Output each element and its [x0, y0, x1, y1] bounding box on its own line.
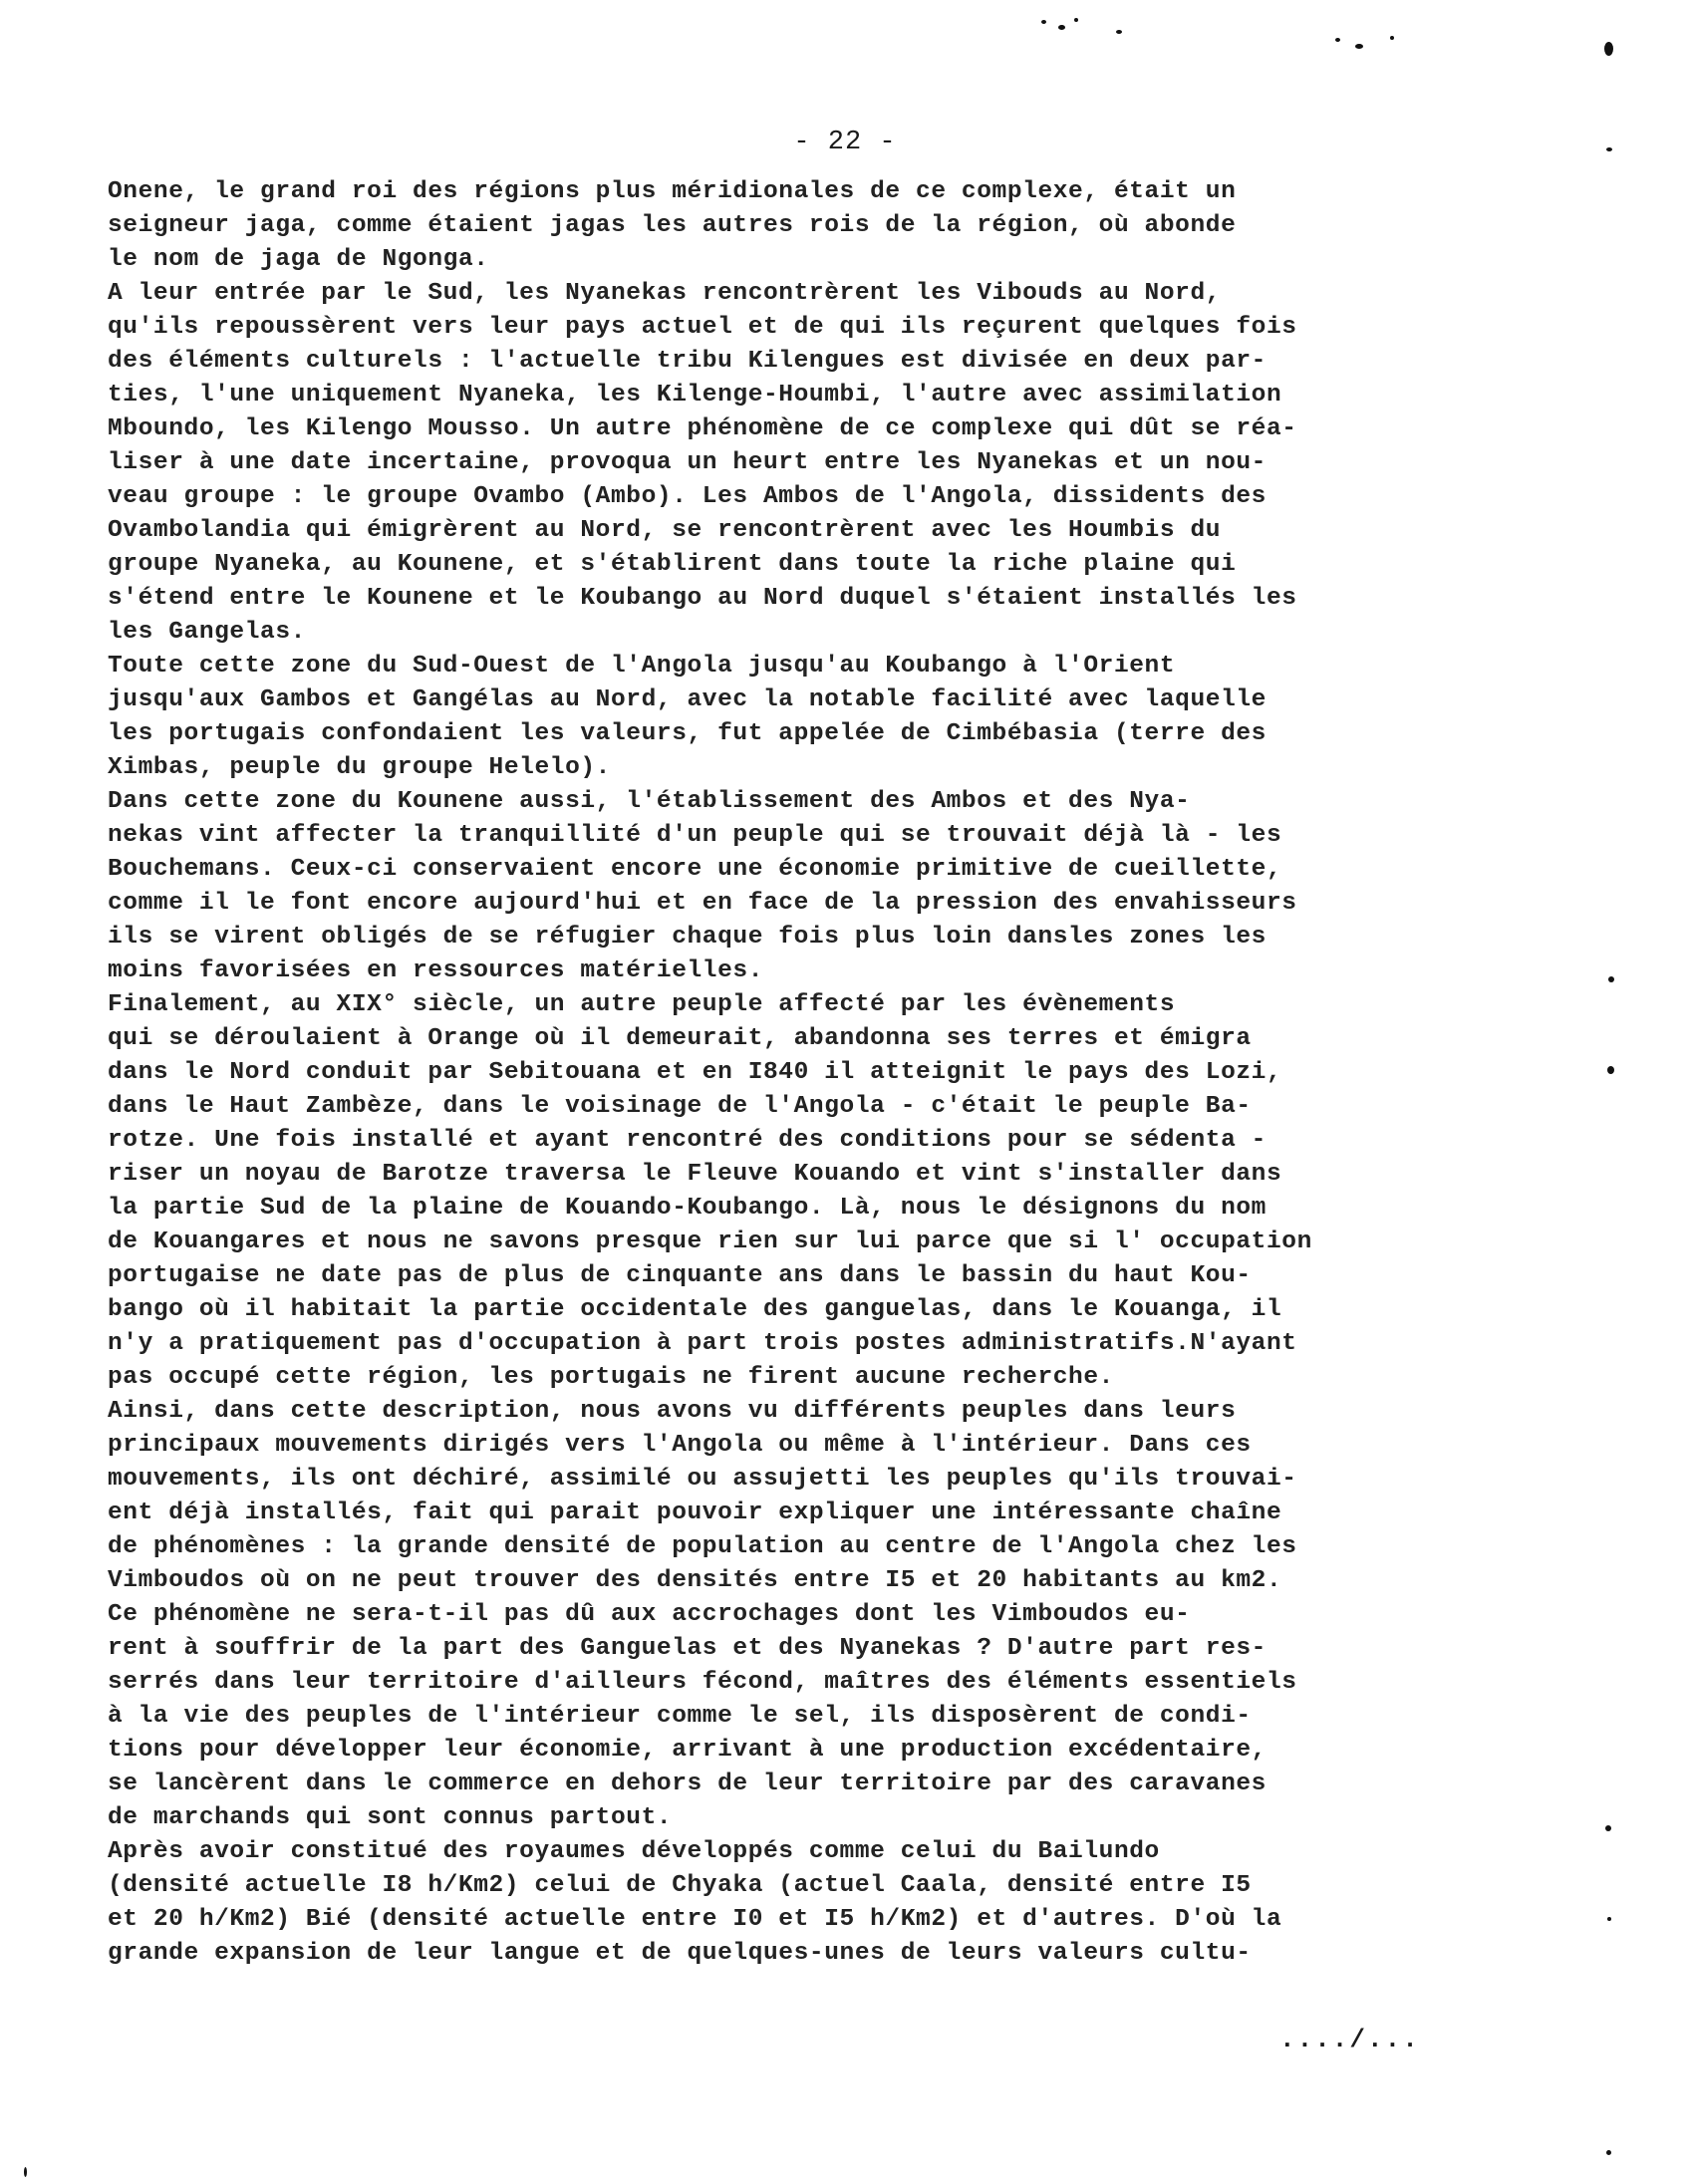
text-line: s'étend entre le Kounene et le Koubango au Nord duquel s'étaient installés les	[108, 585, 1297, 612]
text-line: (densité actuelle I8 h/Km2) celui de Chyaka (actuel Caala, densité entre I5	[108, 1872, 1252, 1899]
text-line: moins favorisées en ressources matérielles.	[108, 957, 764, 984]
text-line: Mboundo, les Kilengo Mousso. Un autre phénomène de ce complexe qui dût se réa-	[108, 415, 1297, 442]
text-line: rent à souffrir de la part des Ganguelas et des Nyanekas ? D'autre part res-	[108, 1635, 1267, 1662]
text-line: se lancèrent dans le commerce en dehors de leur territoire par des caravanes	[108, 1771, 1267, 1797]
text-line: de Kouangares et nous ne savons presque rien sur lui parce que si l' occupation	[108, 1228, 1312, 1255]
scan-speck	[1607, 1917, 1611, 1921]
text-line: qui se déroulaient à Orange où il demeurait, abandonna ses terres et émigra	[108, 1025, 1252, 1052]
text-line: serrés dans leur territoire d'ailleurs fécond, maîtres des éléments essentiels	[108, 1669, 1297, 1696]
scan-speck	[1041, 20, 1046, 24]
text-line: de phénomènes : la grande densité de population au centre de l'Angola chez les	[108, 1533, 1297, 1560]
text-line: qu'ils repoussèrent vers leur pays actuel et de qui ils reçurent quelques fois	[108, 314, 1297, 341]
text-line: à la vie des peuples de l'intérieur comme le sel, ils disposèrent de condi-	[108, 1703, 1252, 1730]
scan-speck	[1116, 30, 1122, 34]
text-line: portugaise ne date pas de plus de cinquante ans dans le bassin du haut Kou-	[108, 1262, 1252, 1289]
text-line: liser à une date incertaine, provoqua un heurt entre les Nyanekas et un nou-	[108, 449, 1267, 476]
text-line: ent déjà installés, fait qui parait pouvoir expliquer une intéressante chaîne	[108, 1500, 1282, 1526]
continuation-mark: ..../...	[1279, 2025, 1420, 2054]
text-line: jusqu'aux Gambos et Gangélas au Nord, avec la notable facilité avec laquelle	[108, 686, 1267, 713]
text-line: Onene, le grand roi des régions plus méridionales de ce complexe, était un	[108, 178, 1237, 205]
text-line: veau groupe : le groupe Ovambo (Ambo). Les Ambos de l'Angola, dissidents des	[108, 483, 1267, 510]
text-line: et 20 h/Km2) Bié (densité actuelle entre I0 et I5 h/Km2) et d'autres. D'où la	[108, 1906, 1282, 1933]
page-number: - 22 -	[793, 128, 897, 157]
scan-speck	[1074, 18, 1078, 22]
text-line: Dans cette zone du Kounene aussi, l'établissement des Ambos et des Nya-	[108, 788, 1191, 815]
text-line: Bouchemans. Ceux-ci conservaient encore une économie primitive de cueillette,	[108, 856, 1282, 883]
scan-speck	[1606, 2150, 1611, 2155]
text-line: ils se virent obligés de se réfugier chaque fois plus loin dansles zones les	[108, 924, 1267, 951]
text-line: ties, l'une uniquement Nyaneka, les Kilenge-Houmbi, l'autre avec assimilation	[108, 382, 1282, 409]
text-line: Après avoir constitué des royaumes développés comme celui du Bailundo	[108, 1838, 1160, 1865]
text-line: seigneur jaga, comme étaient jagas les autres rois de la région, où abonde	[108, 212, 1237, 239]
scan-speck	[1605, 1825, 1611, 1831]
text-line: la partie Sud de la plaine de Kouando-Koubango. Là, nous le désignons du nom	[108, 1195, 1267, 1222]
text-line: rotze. Une fois installé et ayant rencontré des conditions pour se sédenta -	[108, 1127, 1267, 1154]
text-line: les portugais confondaient les valeurs, fut appelée de Cimbébasia (terre des	[108, 720, 1267, 747]
text-line: Ovambolandia qui émigrèrent au Nord, se rencontrèrent avec les Houmbis du	[108, 517, 1222, 544]
text-line: bango où il habitait la partie occidentale des ganguelas, dans le Kouanga, il	[108, 1296, 1282, 1323]
text-line: pas occupé cette région, les portugais ne firent aucune recherche.	[108, 1364, 1114, 1391]
text-line: riser un noyau de Barotze traversa le Fleuve Kouando et vint s'installer dans	[108, 1161, 1282, 1188]
text-line: tions pour développer leur économie, arrivant à une production excédentaire,	[108, 1737, 1267, 1764]
scan-speck	[1335, 38, 1340, 42]
text-line: dans le Nord conduit par Sebitouana et en I840 il atteignit le pays des Lozi,	[108, 1059, 1282, 1086]
text-line: principaux mouvements dirigés vers l'Angola ou même à l'intérieur. Dans ces	[108, 1432, 1252, 1459]
scan-speck	[1607, 1066, 1614, 1074]
body-text	[108, 175, 1383, 1971]
text-line: le nom de jaga de Ngonga.	[108, 246, 489, 273]
text-line: les Gangelas.	[108, 619, 306, 646]
text-line: Ce phénomène ne sera-t-il pas dû aux accrochages dont les Vimboudos eu-	[108, 1601, 1191, 1628]
text-line: mouvements, ils ont déchiré, assimilé ou assujetti les peuples qu'ils trouvai-	[108, 1466, 1297, 1493]
text-line: Vimboudos où on ne peut trouver des densités entre I5 et 20 habitants au km2.	[108, 1567, 1282, 1594]
text-line: grande expansion de leur langue et de quelques-unes de leurs valeurs cultu-	[108, 1940, 1252, 1967]
text-line: des éléments culturels : l'actuelle tribu Kilengues est divisée en deux par-	[108, 348, 1267, 375]
scan-speck	[1390, 36, 1394, 40]
scan-speck	[1058, 25, 1065, 30]
text-line: nekas vint affecter la tranquillité d'un peuple qui se trouvait déjà là - les	[108, 822, 1282, 849]
scan-speck	[24, 2167, 27, 2177]
text-line: dans le Haut Zambèze, dans le voisinage de l'Angola - c'était le peuple Ba-	[108, 1093, 1252, 1120]
text-line: Finalement, au XIX° siècle, un autre peuple affecté par les évènements	[108, 991, 1176, 1018]
scan-speck	[1608, 976, 1614, 982]
text-line: comme il le font encore aujourd'hui et en face de la pression des envahisseurs	[108, 890, 1297, 917]
text-line: n'y a pratiquement pas d'occupation à part trois postes administratifs.N'ayant	[108, 1330, 1297, 1357]
text-line: groupe Nyaneka, au Kounene, et s'établirent dans toute la riche plaine qui	[108, 551, 1237, 578]
scan-speck	[1355, 44, 1363, 49]
text-line: de marchands qui sont connus partout.	[108, 1804, 673, 1831]
text-line: Toute cette zone du Sud-Ouest de l'Angola jusqu'au Koubango à l'Orient	[108, 653, 1176, 680]
scan-speck	[1604, 42, 1613, 56]
text-line: Ainsi, dans cette description, nous avons vu différents peuples dans leurs	[108, 1398, 1237, 1425]
text-line: Ximbas, peuple du groupe Helelo).	[108, 754, 611, 781]
text-line: A leur entrée par le Sud, les Nyanekas rencontrèrent les Vibouds au Nord,	[108, 280, 1222, 307]
